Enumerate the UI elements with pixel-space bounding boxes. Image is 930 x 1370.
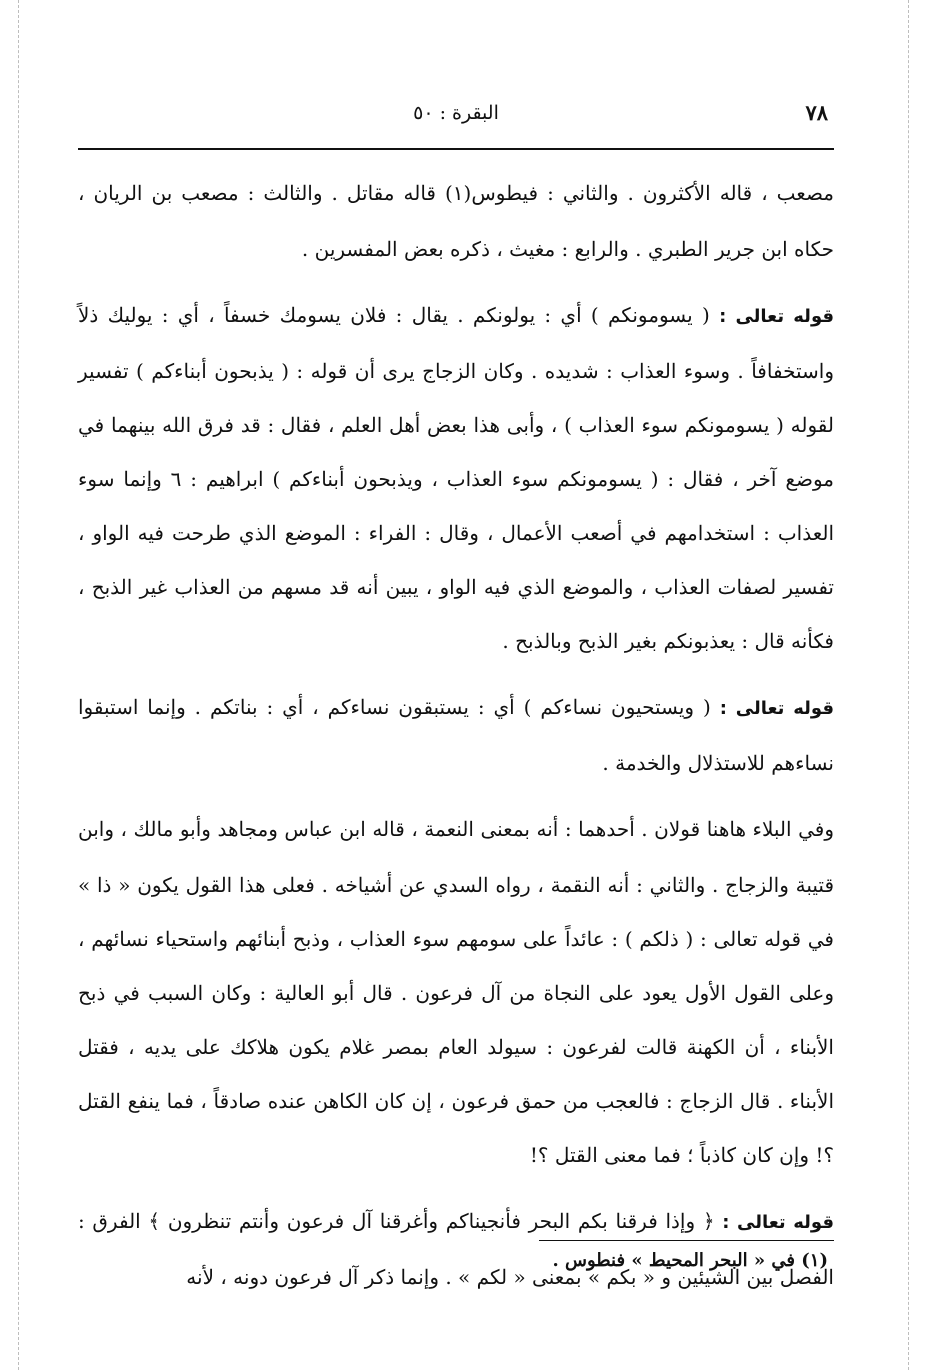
header-rule: [78, 148, 834, 150]
paragraph-3-lead: قوله تعالى :: [719, 698, 834, 719]
paragraph-2: [78, 288, 834, 668]
book-page: [78, 88, 835, 1289]
paragraph-3-text: ( ويستحيون نساءكم ) أي : يستبقون نساءكم ، أي : بناتكم . وإنما استبقوا نساءهم للاستذلال والخدمة .: [78, 695, 834, 775]
scan-edge-right: [908, 0, 909, 1370]
paragraph-2-text: ( يسومونكم ) أي : يولونكم . يقال : فلان يسومك خسفاً ، أي : يوليك ذلاً واستخفافاً . وسوء العذاب : شديده . وكان الزجاج يرى أن قوله : ( يذبحون أبناءكم ) تفسير لقوله ( يسومونكم سوء العذاب ) ، وأبى هذا بعض أهل العلم ، فقال : قد فرق الله بينهما في موضع آخر ، فقال : ( يسومونكم سوء العذاب ، ويذبحون أبناءكم ) ابراهيم : ٦ وإنما سوء العذاب : استخدامهم في أصعب الأعمال ، وقال : الفراء : الموضع الذي طرحت فيه الواو ، تفسير لصفات العذاب ، والموضع الذي فيه الواو ، يبين أنه قد مسهم من العذاب غير الذبح ، فكأنه قال : يعذبونكم بغير الذبح وبالذبح .: [78, 303, 834, 653]
paragraph-5: [78, 1194, 834, 1304]
paragraph-5-lead: قوله تعالى :: [722, 1212, 835, 1233]
page-number: ٧٨: [805, 100, 828, 125]
paragraph-3: [78, 680, 834, 790]
paragraph-1: [78, 166, 834, 276]
scan-edge-left: [18, 0, 19, 1370]
paragraph-4-text: وفي البلاء هاهنا قولان . أحدهما : أنه بمعنى النعمة ، قاله ابن عباس ومجاهد وأبو مالك ، وابن قتيبة والزجاج . والثاني : أنه النقمة ، رواه السدي عن أشياخه . فعلى هذا القول يكون « ذا » في قوله تعالى : ( ذلكم ) : عائداً على سومهم سوء العذاب ، وذبح أبنائهم واستحياء نسائهم ، وعلى القول الأول يعود على النجاة من آل فرعون . قال أبو العالية : وكان السبب في ذبح الأبناء ، أن الكهنة قالت لفرعون : سيولد العام بمصر غلام يكون هلاكك على يديه ، فقتل الأبناء . قال الزجاج : فالعجب من حمق فرعون ، إن كان الكاهن عنده صادقاً ، فما ينفع القتل ؟! وإن كان كاذباً ؛ فما معنى القتل ؟!: [78, 817, 834, 1167]
paragraph-5-text: ﴿ وإذا فرقنا بكم البحر فأنجيناكم وأغرقنا آل فرعون وأنتم تنظرون ﴾ الفرق : الفصل بين الشيئين و « بكم » بمعنى « لكم » . وإنما ذكر آل فرعون دونه ، لأنه: [78, 1209, 834, 1289]
footnote: (١) في « البحر المحيط » فنطوس .: [552, 1250, 828, 1271]
footnote-rule: [539, 1240, 834, 1241]
body-text: [78, 166, 834, 1316]
surah-reference: البقرة : ٥٠: [413, 102, 499, 124]
paragraph-1-text: مصعب ، قاله الأكثرون . والثاني : فيطوس(١) قاله مقاتل . والثالث : مصعب بن الريان ، حكاه ابن جرير الطبري . والرابع : مغيث ، ذكره بعض المفسرين .: [78, 181, 835, 261]
paragraph-4: [78, 802, 834, 1182]
page-header: [78, 88, 834, 132]
paragraph-2-lead: قوله تعالى :: [719, 306, 835, 327]
